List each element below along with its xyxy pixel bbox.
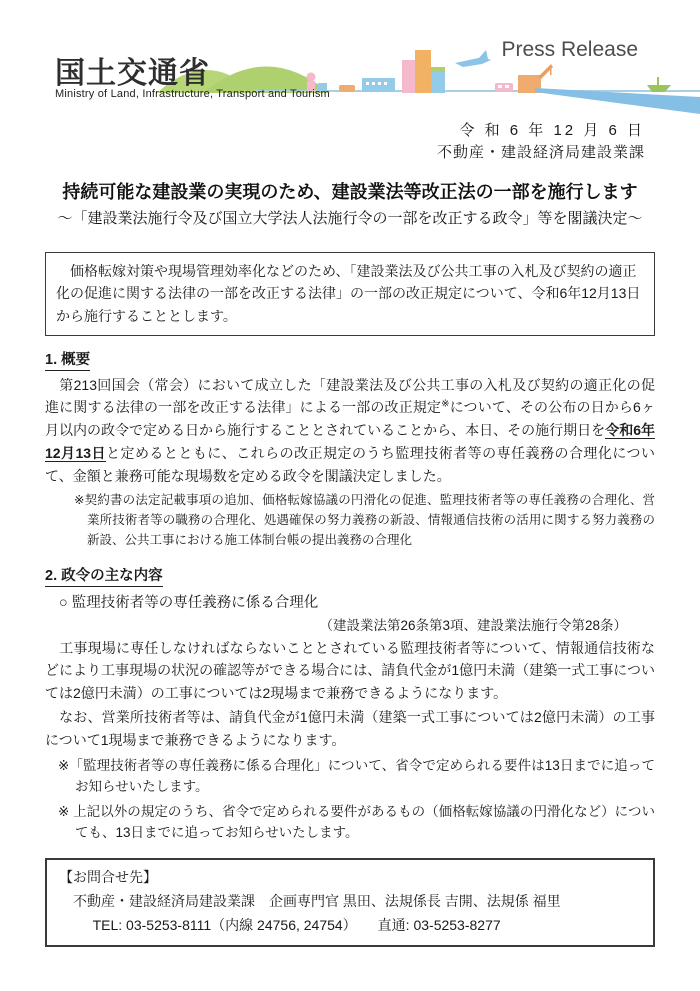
- buildings-icon: [402, 50, 445, 93]
- section1-footnote: ※契約書の法定記載事項の追加、価格転嫁協議の円滑化の促進、監理技術者等の専任義務の合理化、営業所技術者等の職務の合理化、処遇確保の努力義務の新設、情報通信技術の活用に関する努力義務の新設、公共工事における施工体制台帳の提出義務の合理化: [74, 492, 655, 547]
- release-date: 令 和 6 年 12 月 6 日: [459, 122, 645, 139]
- section1-heading: 1. 概要: [45, 348, 90, 371]
- section2-paragraph-2: なお、営業所技術者等は、請負代金が1億円未満（建築一式工事については2億円未満）の工事について1現場まで兼務できるようになります。: [45, 709, 655, 748]
- section2-item-bullet: ○ 監理技術者等の専任義務に係る合理化: [59, 594, 319, 611]
- contact-label: 【お問合せ先】: [59, 869, 157, 886]
- date-block: [0, 120, 700, 164]
- car-icon: [339, 85, 355, 92]
- press-release-label: Press Release: [501, 38, 638, 61]
- contact-persons: 不動産・建設経済局建設業課 企画専門官 黒田、法規係長 吉開、法規係 福里: [73, 892, 561, 909]
- ministry-logo: 国土交通省: [55, 57, 210, 90]
- contact-phone: TEL: 03-5253-8111（内線 24756, 24754） 直通: 03-5253-8277: [92, 916, 501, 933]
- section1-body-1: 第213回国会（常会）において成立した「建設業法及び公共工事の入札及び契約の適正化の促進に関する法律の一部を改正する法律」による一部の改正規定: [45, 376, 655, 416]
- law-reference: （建設業法第26条第3項、建設業法施行令第28条）: [319, 617, 627, 633]
- reference-mark: ※: [441, 398, 450, 410]
- section-cabinet-order: [45, 564, 655, 844]
- section1-paragraph: [45, 374, 655, 488]
- summary-box: [45, 252, 655, 336]
- section1-body-2: について、その公布の日から6ヶ月以内の政令で定める日から施行することとされていることから、本日、その施行期日を: [45, 399, 655, 439]
- section1-body-3: と定めるとともに、これらの改正規定のうち監理技術者等の専任義務の合理化について、金額と兼務可能な現場数を定める政令を閣議決定しました。: [45, 444, 655, 484]
- section-overview: [45, 348, 655, 550]
- bus-icon: [495, 83, 513, 92]
- page-subtitle: ～「建設業法施行令及び国立大学法人法施行令の一部を改正する政令」等を閣議決定～: [57, 209, 643, 227]
- enforcement-date-emphasis: 令和6年12月13日: [45, 422, 655, 461]
- header: [0, 0, 700, 118]
- section2-heading: 2. 政令の主な内容: [45, 564, 163, 587]
- contact-box: [45, 858, 655, 947]
- ministry-name-en: Ministry of Land, Infrastructure, Transport and Tourism: [55, 88, 330, 100]
- section2-paragraph-1: 工事現場に専任しなければならないこととされている監理技術者等について、情報通信技術などにより工事現場の状況の確認等ができる場合には、請負代金が1億円未満（建築一式工事については2億円未満）の工事については2現場まで兼務できるようになります。: [45, 639, 655, 702]
- page-title: 持続可能な建設業の実現のため、建設業法等改正法の一部を施行します: [62, 181, 638, 202]
- summary-text: 価格転嫁対策や現場管理効率化などのため、「建設業法及び公共工事の入札及び契約の適正化の促進に関する法律の一部を改正する法律」の一部の改正規定について、令和6年12月13日から施行することとします。: [56, 262, 641, 324]
- blue-building-icon: [362, 78, 395, 92]
- boat-icon: [647, 77, 671, 92]
- section2-note-2: ※ 上記以外の規定のうち、省令で定められる要件があるもの（価格転嫁協議の円滑化など）についても、13日までに追ってお知らせいたします。: [58, 803, 655, 841]
- airplane-icon: [455, 50, 491, 67]
- issuing-department: 不動産・建設経済局建設業課: [436, 143, 645, 161]
- section2-note-1: ※「監理技術者等の専任義務に係る合理化」について、省令で定められる要件は13日までに追ってお知らせいたします。: [58, 757, 655, 795]
